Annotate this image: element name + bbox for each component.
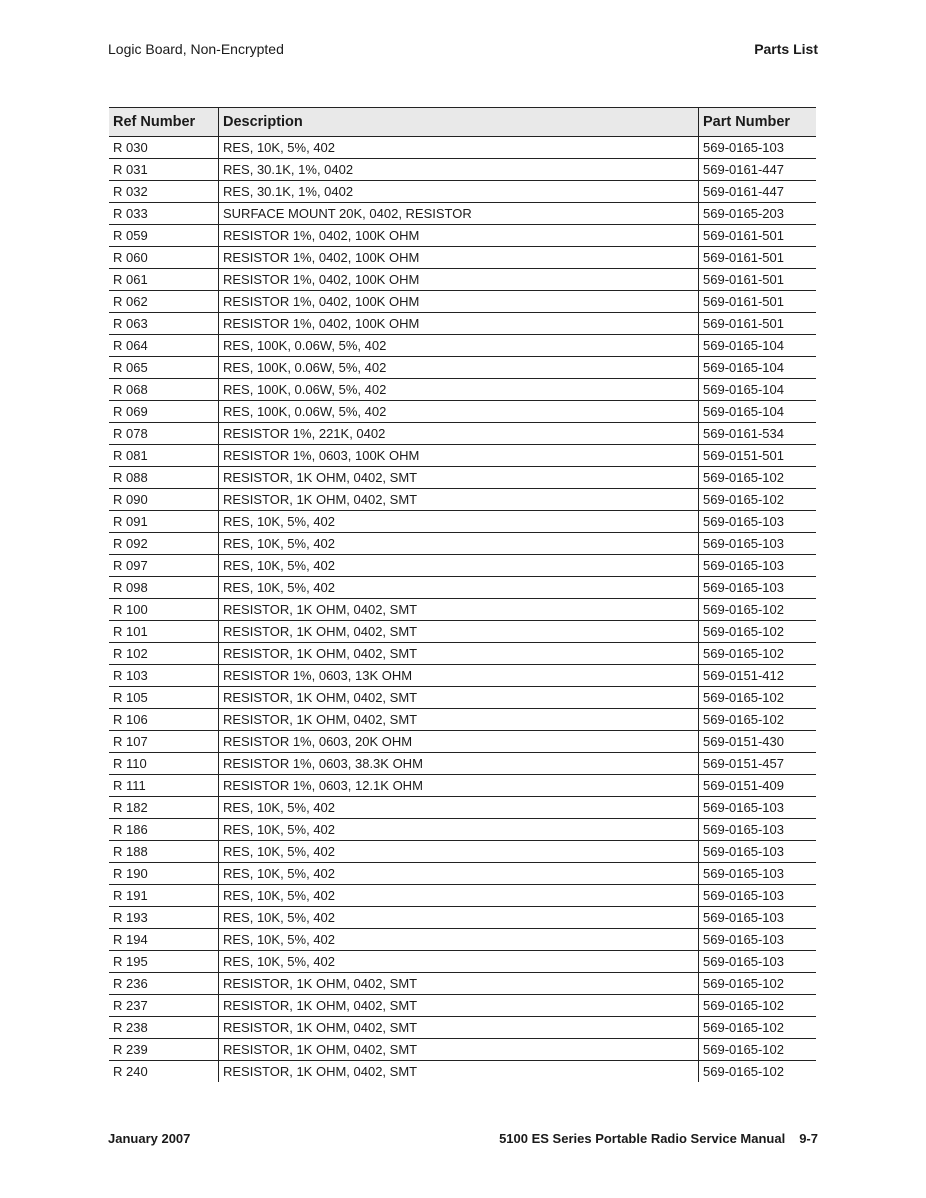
column-header-part-number: Part Number [699,108,817,137]
table-row [109,269,816,291]
description-cell: RES, 10K, 5%, 402 [219,555,699,577]
table-row [109,247,816,269]
ref-number-cell: R 030 [109,137,219,159]
table-row [109,489,816,511]
column-header-description: Description [219,108,699,137]
ref-number-cell: R 107 [109,731,219,753]
description-cell: RES, 10K, 5%, 402 [219,797,699,819]
ref-number-cell: R 238 [109,1017,219,1039]
description-cell: RESISTOR 1%, 0402, 100K OHM [219,247,699,269]
description-cell: RES, 10K, 5%, 402 [219,511,699,533]
description-cell: RESISTOR, 1K OHM, 0402, SMT [219,1039,699,1061]
ref-number-cell: R 092 [109,533,219,555]
part-number-cell: 569-0161-501 [699,225,817,247]
table-row [109,863,816,885]
description-cell: RES, 10K, 5%, 402 [219,907,699,929]
part-number-cell: 569-0165-102 [699,643,817,665]
table-row [109,445,816,467]
description-cell: RESISTOR 1%, 0603, 12.1K OHM [219,775,699,797]
ref-number-cell: R 240 [113,1064,148,1079]
ref-number-cell: R 032 [109,181,219,203]
description-cell: RESISTOR, 1K OHM, 0402, SMT [219,973,699,995]
description-cell: RES, 30.1K, 1%, 0402 [219,181,699,203]
table-body [109,137,816,1083]
ref-number-cell: R 031 [109,159,219,181]
footer-page-number: 9-7 [799,1131,818,1146]
description-cell: RESISTOR 1%, 0402, 100K OHM [219,291,699,313]
description-cell: RESISTOR 1%, 0603, 38.3K OHM [219,753,699,775]
table-row [109,137,816,159]
table-row [109,731,816,753]
ref-number-cell: R 237 [109,995,219,1017]
ref-number-cell: R 063 [109,313,219,335]
table-row [109,1017,816,1039]
part-number-cell: 569-0165-104 [699,379,817,401]
table-row [109,995,816,1017]
description-cell: RES, 10K, 5%, 402 [219,863,699,885]
table-row [109,203,816,225]
description-cell: RESISTOR 1%, 0603, 100K OHM [219,445,699,467]
table-row [109,951,816,973]
part-number-cell: 569-0161-447 [699,159,817,181]
part-number-cell: 569-0165-104 [699,335,817,357]
part-number-cell: 569-0165-103 [699,555,817,577]
ref-number-cell: R 103 [109,665,219,687]
description-cell: RESISTOR, 1K OHM, 0402, SMT [219,621,699,643]
description-cell: RES, 10K, 5%, 402 [219,577,699,599]
part-number-cell: 569-0165-102 [699,489,817,511]
description-cell: RESISTOR, 1K OHM, 0402, SMT [219,995,699,1017]
ref-number-cell: R 081 [109,445,219,467]
ref-number-cell: R 059 [109,225,219,247]
header-page-title: Parts List [754,41,818,57]
description-cell: RESISTOR, 1K OHM, 0402, SMT [219,709,699,731]
description-cell: RESISTOR 1%, 0402, 100K OHM [219,225,699,247]
table-row [109,599,816,621]
ref-number-cell: R 064 [109,335,219,357]
description-cell: RES, 10K, 5%, 402 [219,819,699,841]
part-number-cell: 569-0151-409 [699,775,817,797]
description-cell: RES, 10K, 5%, 402 [219,841,699,863]
ref-number-cell: R 239 [109,1039,219,1061]
part-number-cell: 569-0165-103 [699,533,817,555]
part-number-cell: 569-0161-534 [699,423,817,445]
part-number-cell: 569-0151-430 [699,731,817,753]
part-number-cell: 569-0165-102 [699,1017,817,1039]
table-row [109,555,816,577]
description-cell: RES, 100K, 0.06W, 5%, 402 [219,357,699,379]
part-number-cell: 569-0151-501 [699,445,817,467]
footer-manual-title: 5100 ES Series Portable Radio Service Manual [499,1131,786,1146]
table-row [109,379,816,401]
description-cell: RESISTOR, 1K OHM, 0402, SMT [219,1061,699,1083]
part-number-cell: 569-0161-501 [699,269,817,291]
part-number-cell: 569-0165-102 [699,467,817,489]
description-cell: RESISTOR 1%, 0603, 13K OHM [219,665,699,687]
ref-number-cell: R 078 [109,423,219,445]
table-row [109,181,816,203]
table-row [109,159,816,181]
table-row [109,665,816,687]
table-row [109,335,816,357]
description-cell: RESISTOR 1%, 0603, 20K OHM [219,731,699,753]
ref-number-cell: R 182 [109,797,219,819]
ref-number-cell: R 090 [109,489,219,511]
table-row [109,643,816,665]
ref-number-cell: R 110 [109,753,219,775]
description-cell: RES, 10K, 5%, 402 [219,533,699,555]
description-cell: RES, 100K, 0.06W, 5%, 402 [219,401,699,423]
part-number-cell: 569-0165-103 [699,863,817,885]
description-cell: RES, 10K, 5%, 402 [219,137,699,159]
description-cell: RESISTOR, 1K OHM, 0402, SMT [219,687,699,709]
table-row [109,709,816,731]
ref-number-cell: R 191 [109,885,219,907]
part-number-cell: 569-0161-501 [699,247,817,269]
ref-number-cell: R 194 [109,929,219,951]
ref-number-cell: R 098 [109,577,219,599]
ref-number-cell: R 088 [109,467,219,489]
description-cell: RES, 100K, 0.06W, 5%, 402 [219,335,699,357]
description-cell: SURFACE MOUNT 20K, 0402, RESISTOR [219,203,699,225]
part-number-cell: 569-0151-412 [699,665,817,687]
description-cell: RES, 30.1K, 1%, 0402 [219,159,699,181]
table-row [109,753,816,775]
description-cell: RES, 10K, 5%, 402 [219,929,699,951]
ref-number-cell: R 100 [109,599,219,621]
part-number-cell: 569-0161-501 [699,313,817,335]
table-row [109,357,816,379]
table-row [109,313,816,335]
part-number-cell: 569-0165-103 [699,951,817,973]
footer-date: January 2007 [108,1131,191,1146]
table-row [109,819,816,841]
part-number-cell: 569-0165-103 [699,797,817,819]
ref-number-cell: R 111 [109,775,219,797]
part-number-cell: 569-0165-103 [699,511,817,533]
description-cell: RESISTOR 1%, 0402, 100K OHM [219,269,699,291]
ref-number-cell: R 033 [109,203,219,225]
ref-number-cell: R 102 [109,643,219,665]
ref-number-cell: R 188 [109,841,219,863]
part-number-cell: 569-0165-102 [699,973,817,995]
table-row [109,1039,816,1061]
part-number-cell: 569-0165-103 [699,137,817,159]
part-number-cell: 569-0161-501 [699,291,817,313]
ref-number-cell: R 101 [109,621,219,643]
description-cell: RESISTOR, 1K OHM, 0402, SMT [219,467,699,489]
table-row [109,401,816,423]
part-number-cell: 569-0165-102 [699,995,817,1017]
table-row [109,797,816,819]
ref-number-cell: R 097 [109,555,219,577]
table-header [109,108,816,137]
ref-number-cell: R 186 [109,819,219,841]
part-number-cell: 569-0165-103 [699,885,817,907]
part-number-cell: 569-0165-102 [699,1061,817,1083]
ref-number-cell: R 236 [109,973,219,995]
footer-manual-info [499,1131,818,1146]
header-section-title: Logic Board, Non-Encrypted [108,41,284,57]
column-header-ref-number: Ref Number [109,108,219,137]
table-row [109,687,816,709]
ref-number-cell: R 061 [109,269,219,291]
ref-number-cell: R 105 [109,687,219,709]
part-number-cell: 569-0161-447 [699,181,817,203]
part-number-cell: 569-0165-103 [699,841,817,863]
description-cell: RES, 100K, 0.06W, 5%, 402 [219,379,699,401]
parts-table [109,107,816,1082]
part-number-cell: 569-0165-103 [699,929,817,951]
ref-number-cell: R 062 [109,291,219,313]
ref-number-cell: R 106 [109,709,219,731]
table-row [109,973,816,995]
description-cell: RESISTOR, 1K OHM, 0402, SMT [219,599,699,621]
part-number-cell: 569-0165-102 [699,599,817,621]
table-row [109,929,816,951]
table-row [109,423,816,445]
description-cell: RES, 10K, 5%, 402 [219,951,699,973]
part-number-cell: 569-0165-102 [699,709,817,731]
table-row [109,467,816,489]
part-number-cell: 569-0151-457 [699,753,817,775]
ref-number-cell: R 193 [109,907,219,929]
description-cell: RESISTOR, 1K OHM, 0402, SMT [219,643,699,665]
ref-number-cell: R 195 [109,951,219,973]
part-number-cell: 569-0165-103 [699,819,817,841]
table-row [109,291,816,313]
header-row [109,108,816,137]
description-cell: RESISTOR, 1K OHM, 0402, SMT [219,489,699,511]
ref-number-cell: R 065 [109,357,219,379]
table-row [109,577,816,599]
part-number-cell: 569-0165-102 [699,687,817,709]
part-number-cell: 569-0165-103 [699,577,817,599]
table-row [109,511,816,533]
part-number-cell: 569-0165-104 [699,357,817,379]
description-cell: RESISTOR 1%, 221K, 0402 [219,423,699,445]
table-row [109,621,816,643]
table-row [109,907,816,929]
part-number-cell: 569-0165-102 [699,1039,817,1061]
ref-number-cell: R 091 [109,511,219,533]
ref-number-cell: R 069 [109,401,219,423]
table-row [109,225,816,247]
table-row [109,841,816,863]
description-cell: RESISTOR 1%, 0402, 100K OHM [219,313,699,335]
ref-number-cell: R 060 [109,247,219,269]
table-row [109,1061,816,1083]
ref-number-cell: R 068 [109,379,219,401]
ref-number-cell: R 190 [109,863,219,885]
description-cell: RES, 10K, 5%, 402 [219,885,699,907]
table-row [109,885,816,907]
table-row [109,533,816,555]
description-cell: RESISTOR, 1K OHM, 0402, SMT [219,1017,699,1039]
table-row [109,775,816,797]
part-number-cell: 569-0165-102 [699,621,817,643]
part-number-cell: 569-0165-104 [699,401,817,423]
part-number-cell: 569-0165-203 [699,203,817,225]
part-number-cell: 569-0165-103 [699,907,817,929]
